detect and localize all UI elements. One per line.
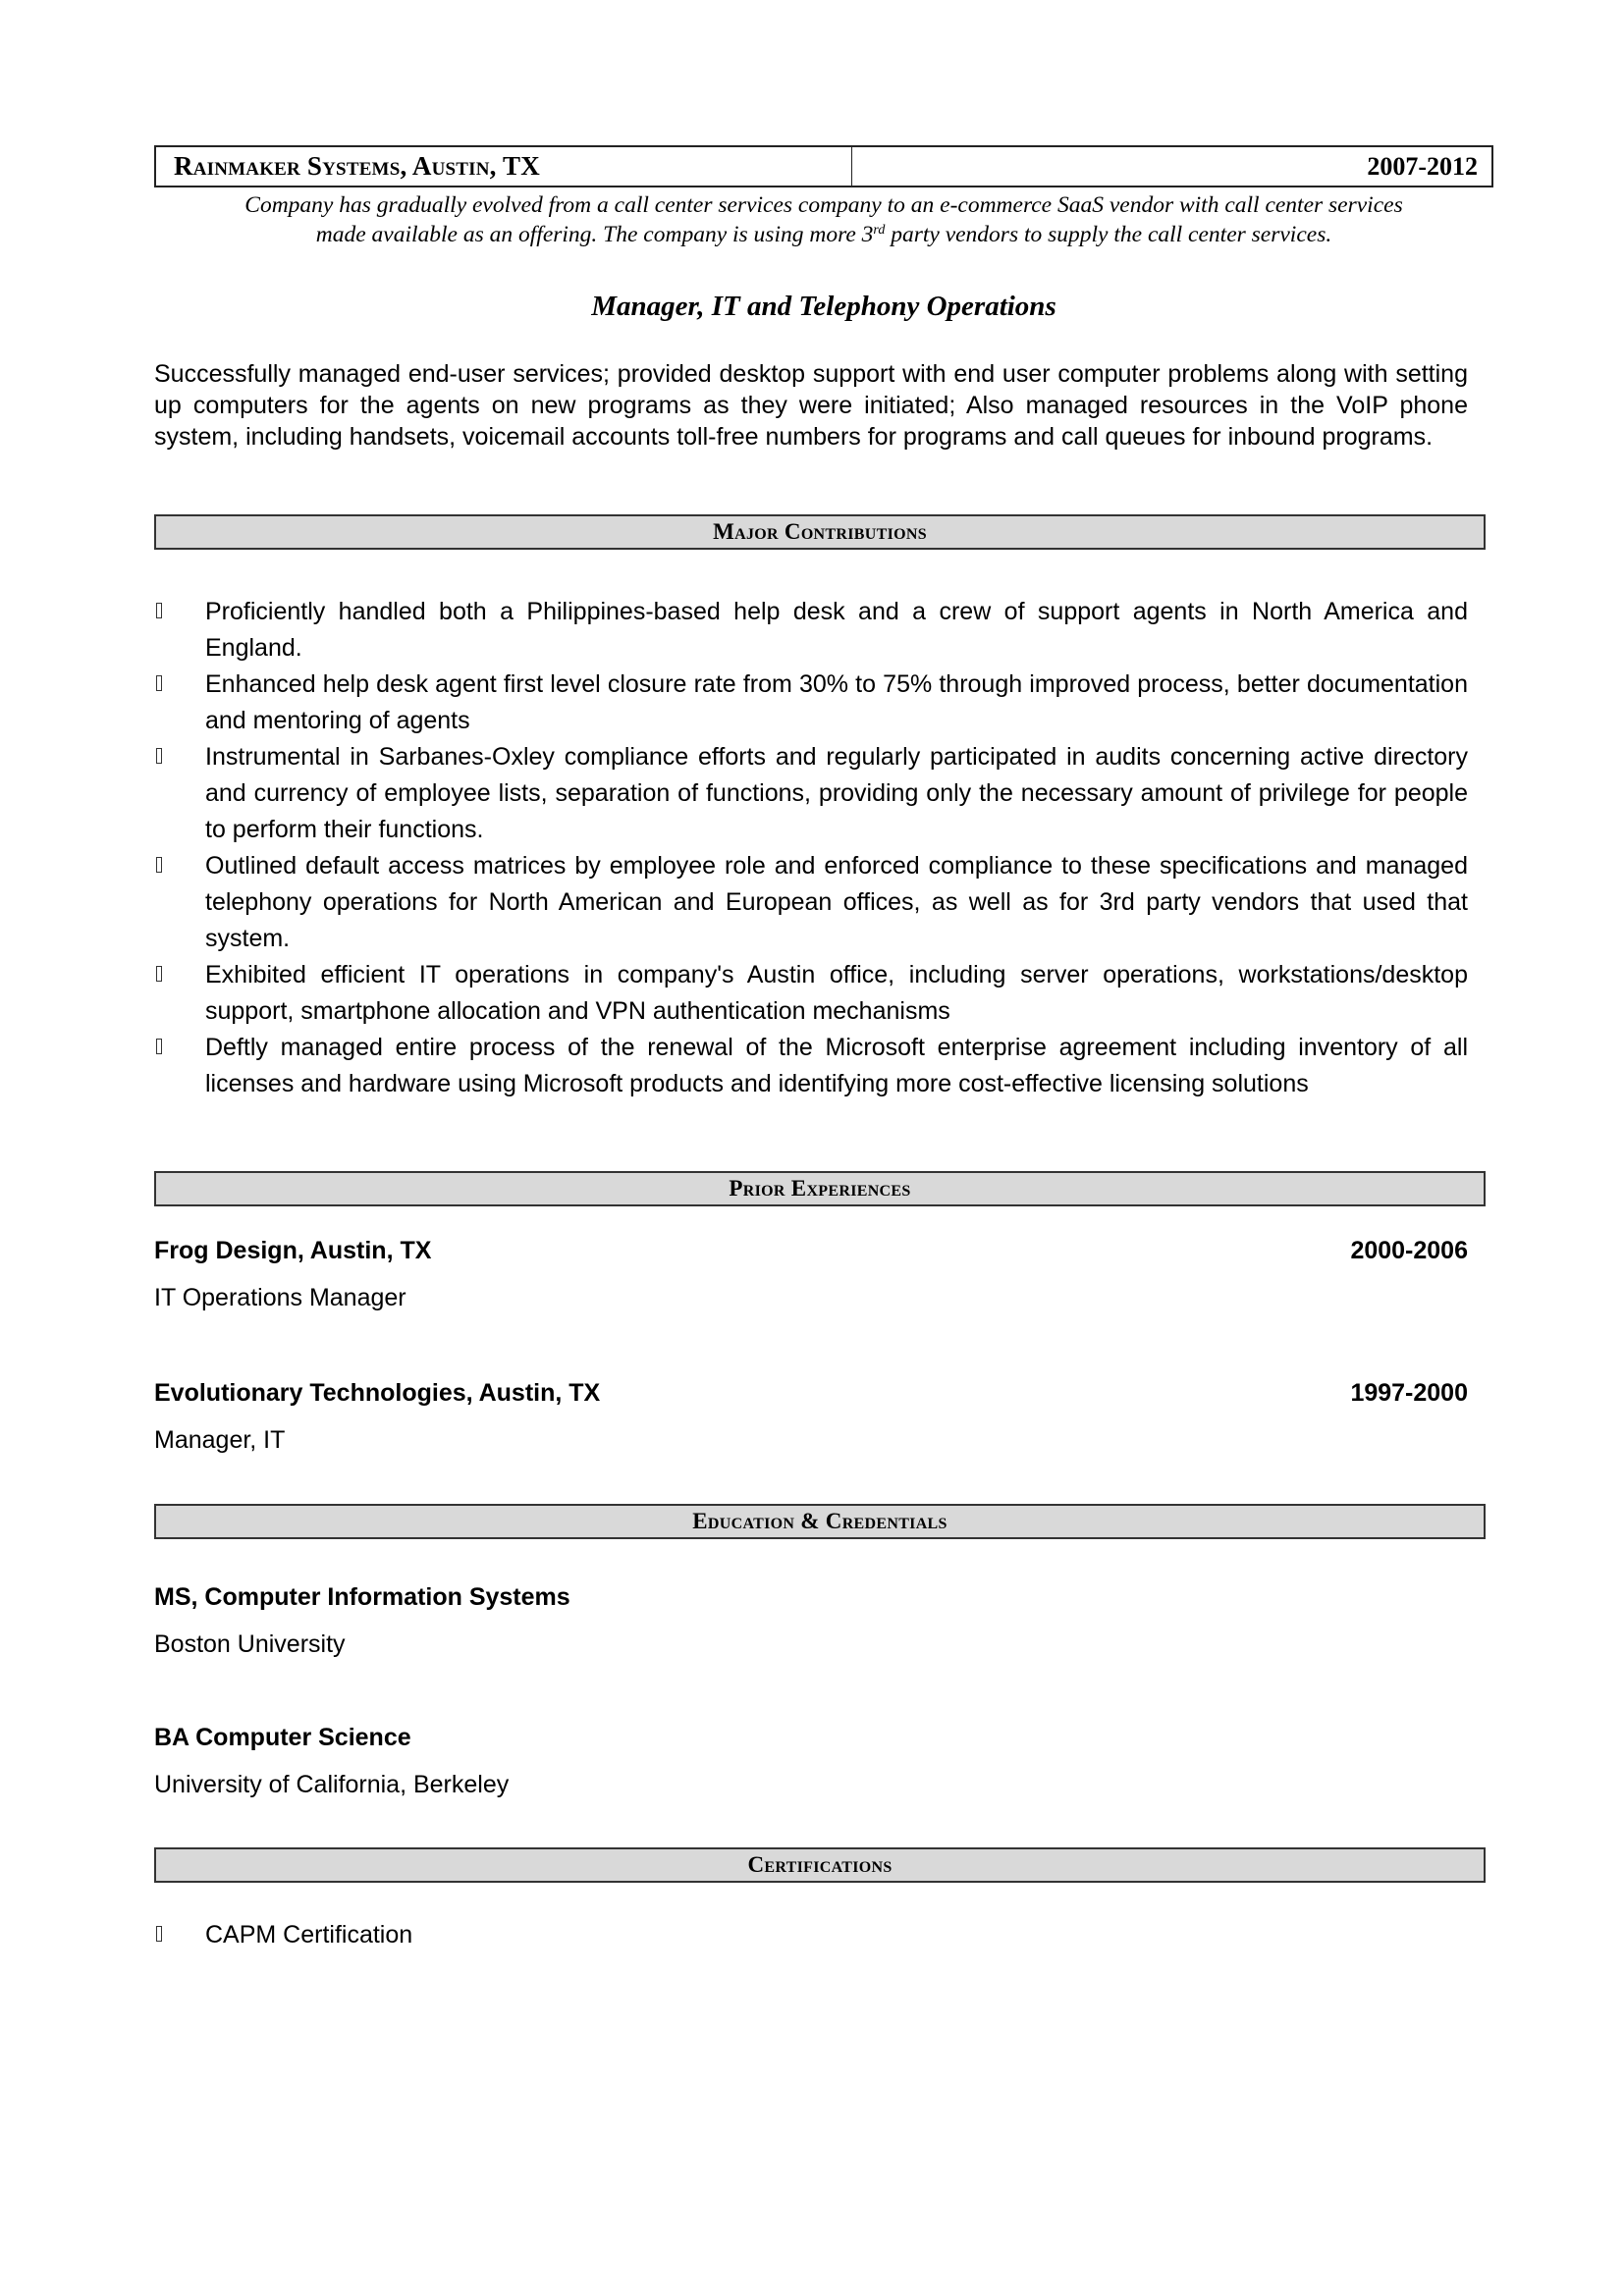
experience-header [154,1378,1468,1408]
description-text: party vendors to supply the call center services. [885,222,1332,247]
education-entry [154,1582,1468,1659]
education-degree [154,1582,1468,1612]
employer-header-table [154,145,1493,187]
certifications-list [154,1917,1468,1953]
experience-header [154,1236,1468,1265]
section-title: Prior Experiences [729,1176,911,1201]
list-item-text: CAPM Certification [205,1921,413,1949]
experience-role: Manager, IT [154,1426,286,1454]
list-item [154,1917,1468,1953]
bullet-icon [156,857,162,873]
ordinal-superscript: rd [873,223,886,238]
list-item-text: Proficiently handled both a Philippines-based help desk and a crew of support agents in North America and England. [205,598,1468,662]
education-entry [154,1723,1468,1799]
list-item [154,739,1468,848]
bullet-icon [156,748,162,764]
experience-entry [154,1378,1468,1455]
employer-years: 2007-2012 [1367,151,1478,181]
degree-name: MS, Computer Information Systems [154,1583,570,1611]
contributions-list [154,594,1468,1102]
education-degree [154,1723,1468,1752]
employer-years-cell [852,147,1491,186]
list-item [154,667,1468,739]
employer-name: Rainmaker Systems, Austin, TX [174,151,540,181]
section-header-certifications [154,1847,1486,1883]
experience-company: Evolutionary Technologies, Austin, TX [154,1379,601,1407]
bullet-icon [156,966,162,982]
bullet-icon [156,603,162,618]
employer-name-cell [156,147,852,186]
job-title: Manager, IT and Telephony Operations [591,291,1056,322]
list-item-text: Instrumental in Sarbanes-Oxley compliance efforts and regularly participated in audits concerning active directory and currency of employee lists, separation of functions, providing only the necessary amount of privilege for people to perform their functions. [205,743,1468,843]
experience-entry [154,1236,1468,1312]
list-item [154,848,1468,957]
section-title: Major Contributions [713,519,927,544]
section-header-prior-experiences [154,1171,1486,1206]
bullet-icon [156,1926,162,1942]
list-item-text: Deftly managed entire process of the renewal of the Microsoft enterprise agreement including inventory of all licenses and hardware using Microsoft products and identifying more cost-effective licensing solutions [205,1034,1468,1097]
employer-description [154,190,1493,249]
section-title: Certifications [747,1852,893,1877]
education-school: University of California, Berkeley [154,1771,510,1798]
degree-name: BA Computer Science [154,1724,411,1751]
list-item-text: Enhanced help desk agent first level closure rate from 30% to 75% through improved process, better documentation and mentoring of agents [205,670,1468,734]
bullet-icon [156,675,162,691]
employer-description-line: Company has gradually evolved from a call center services company to an e-commerce SaaS vendor with call center services [244,192,1403,218]
bullet-icon [156,1039,162,1054]
section-header-education [154,1504,1486,1539]
experience-role: IT Operations Manager [154,1284,406,1311]
experience-years: 1997-2000 [1350,1379,1468,1407]
section-header-major-contributions [154,514,1486,550]
description-text: made available as an offering. The company is using more 3 [315,222,874,247]
section-title: Education & Credentials [692,1509,947,1533]
list-item-text: Outlined default access matrices by employee role and enforced compliance to these specifications and managed telephony operations for North American and European offices, as well as for 3rd party vendors that used that system. [205,852,1468,952]
list-item [154,957,1468,1030]
list-item-text: Exhibited efficient IT operations in company's Austin office, including server operations, workstations/desktop support, smartphone allocation and VPN authentication mechanisms [205,961,1468,1025]
job-summary: Successfully managed end-user services; provided desktop support with end user computer problems along with setting up computers for the agents on new programs as they were initiated; Also managed resources in the VoIP phone system, including handsets, voicemail accounts toll-free numbers for programs and call queues for inbound programs. [154,360,1468,451]
experience-company: Frog Design, Austin, TX [154,1237,432,1264]
experience-years: 2000-2006 [1350,1237,1468,1264]
education-school: Boston University [154,1630,346,1658]
list-item [154,594,1468,667]
list-item [154,1030,1468,1102]
employer-description-line [154,220,1493,249]
